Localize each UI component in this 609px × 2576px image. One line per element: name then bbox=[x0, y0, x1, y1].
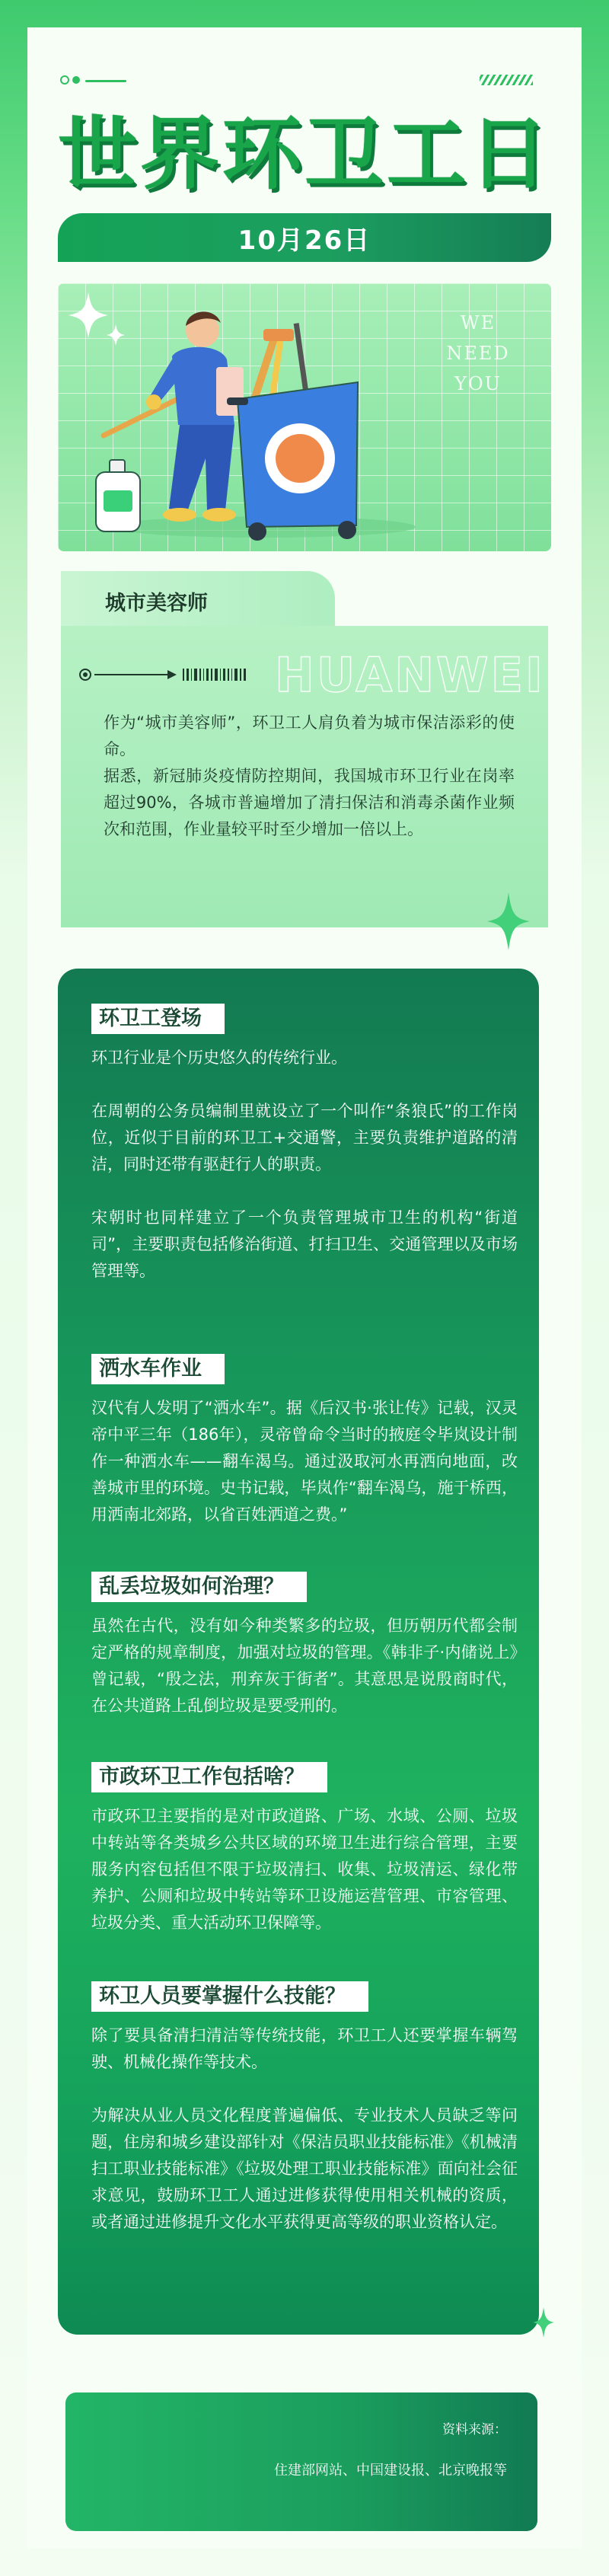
cleaning-cart-icon bbox=[227, 323, 358, 541]
sparkle-icon bbox=[533, 2307, 554, 2338]
sources-label: 资料来源： bbox=[442, 2422, 507, 2437]
intro-tab-title: 城市美容师 bbox=[105, 592, 208, 615]
intro-paragraph: 作为“城市美容师”，环卫工人肩负着为城市保洁添彩的使命。 bbox=[104, 713, 515, 758]
page-title: 世界环卫工日 bbox=[57, 107, 551, 200]
section-title: 乱丢垃圾如何治理？ bbox=[91, 1572, 307, 1602]
intro-text bbox=[104, 710, 515, 843]
intro-tab bbox=[61, 571, 335, 626]
sparkle-icon-small bbox=[107, 324, 125, 346]
header-dots-decoration bbox=[59, 75, 82, 85]
section-body: 汉代有人发明了“洒水车”。据《后汉书·张让传》记载，汉灵帝中平三年（186年），灵帝曾命令当时的掖庭令毕岚设计制作一种洒水车——翻车渴乌。通过汲取河水再洒向地面，改善城市里的环境。史书记载，毕岚作“翻车渴乌，施于桥西，用洒南北郊路，以省百姓洒道之费。” bbox=[91, 1399, 518, 1524]
sparkle-icon bbox=[69, 292, 108, 338]
section-history bbox=[91, 1004, 518, 1285]
content-card bbox=[58, 969, 539, 2335]
intro-watermark: HUANWEI bbox=[274, 647, 545, 703]
worker-figure bbox=[146, 311, 244, 522]
section-body: 除了要具备清扫清洁等传统技能，环卫工人还要掌握车辆驾驶、机械化操作等技术。 为解决从业人员文化程度普遍偏低、专业技术人员缺乏等问题，住房和城乡建设部针对《保洁员职业技能标准》《机械清扫工职业技能标准》《垃圾处理工职业技能标准》面向社会征求意见，鼓励环卫工人通过进修获得使用相关机械的资质，或者通过进修提升文化水平获得更高等级的职业资格认定。 bbox=[91, 2026, 518, 2231]
sources-text: 住建部网站、中国建设报、北京晚报等 bbox=[274, 2463, 507, 2479]
section-sprinkler bbox=[91, 1354, 518, 1528]
section-body: 市政环卫主要指的是对市政道路、广场、水域、公厕、垃圾中转站等各类城乡公共区域的环境卫生进行综合管理，主要服务内容包括但不限于垃圾清扫、收集、垃圾清运、绿化带养护、公厕和垃圾中转站等环卫设施运营管理、市容管理、垃圾分类、重大活动环卫保障等。 bbox=[91, 1807, 518, 1932]
intro-arrow-decoration bbox=[78, 666, 306, 684]
date-banner bbox=[58, 213, 551, 262]
section-title: 环卫人员要掌握什么技能？ bbox=[91, 1981, 368, 2012]
sparkle-icon bbox=[487, 892, 530, 950]
detergent-bottle-icon bbox=[96, 460, 140, 531]
header-line-decoration bbox=[85, 80, 126, 82]
sources-footer bbox=[65, 2392, 537, 2531]
section-title: 洒水车作业 bbox=[91, 1354, 225, 1384]
hero-slogan: WE NEED YOU bbox=[446, 312, 510, 394]
section-body: 虽然在古代，没有如今种类繁多的垃圾，但历朝历代都会制定严格的规章制度，加强对垃圾的管理。《韩非子·内储说上》曾记载，“殷之法，刑弃灰于街者”。其意思是说殷商时代，在公共道路上乱倒垃圾是要受刑的。 bbox=[91, 1617, 518, 1715]
hero-illustration bbox=[58, 283, 551, 551]
section-municipal bbox=[91, 1762, 518, 1936]
section-body: 环卫行业是个历史悠久的传统行业。 在周朝的公务员编制里就设立了一个叫作“条狼氏”的工作岗位，近似于目前的环卫工+交通警，主要负责维护道路的清洁，同时还带有驱赶行人的职责。 宋朝时也同样建立了一个负责管理城市卫生的机构“街道司”，主要职责包括修治街道、打扫卫生、交通管理以及市场管理等。 bbox=[91, 1049, 518, 1280]
section-skills bbox=[91, 1981, 518, 2236]
section-litter bbox=[91, 1572, 518, 1719]
intro-card bbox=[61, 626, 548, 927]
intro-paragraph: 据悉，新冠肺炎疫情防控期间，我国城市环卫行业在岗率超过90%，各城市普遍增加了清扫保洁和消毒杀菌作业频次和范围，作业量较平时至少增加一倍以上。 bbox=[104, 767, 515, 838]
section-title: 环卫工登场 bbox=[91, 1004, 225, 1034]
section-title: 市政环卫工作包括啥？ bbox=[91, 1762, 327, 1792]
header-stripes-decoration bbox=[480, 75, 533, 85]
date-text: 10月26日 bbox=[238, 225, 371, 256]
